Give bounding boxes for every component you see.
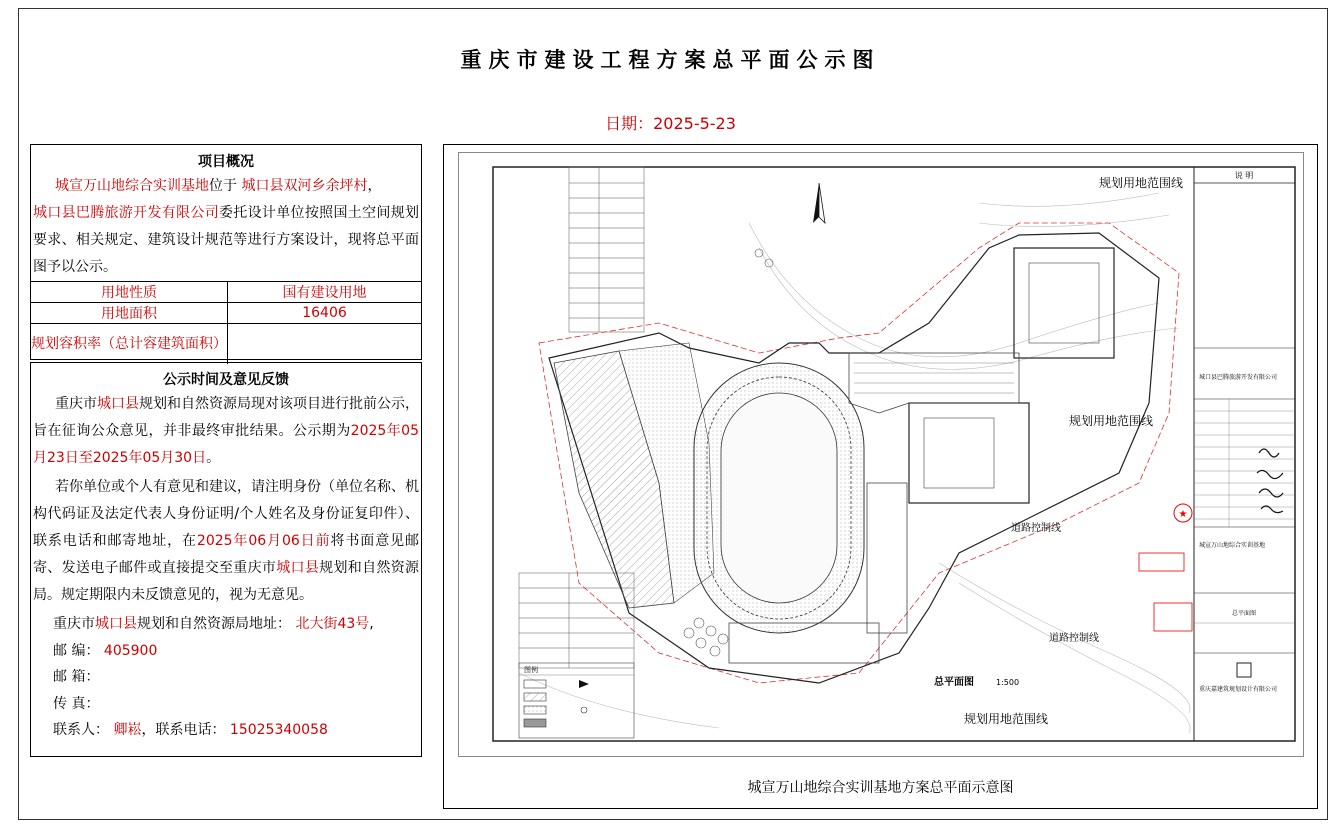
svg-text:★: ★ bbox=[1178, 509, 1188, 520]
fax-label: 传 真： bbox=[53, 695, 100, 712]
designer-logo-icon bbox=[1237, 663, 1251, 677]
legend-box bbox=[519, 663, 634, 738]
fax-line bbox=[31, 691, 421, 718]
notice-heading: 公示时间及意见反馈 bbox=[163, 372, 289, 388]
contact-name: 卿崧 bbox=[113, 722, 142, 738]
project-overview-box bbox=[30, 144, 422, 360]
red-stamp bbox=[1154, 603, 1192, 631]
developer-name: 城口县巴腾旅游开发有限公司 bbox=[33, 205, 219, 221]
publicity-period: 2025年05月23日至2025年05月30日 bbox=[33, 423, 419, 466]
far-label: 规划容积率（总计容建筑面积） bbox=[31, 324, 228, 364]
drawing-scale: 1:500 bbox=[996, 678, 1020, 687]
feedback-deadline: 2025年06月06日前 bbox=[196, 533, 331, 549]
land-use-value: 国有建设用地 bbox=[228, 282, 422, 303]
corridor-lines bbox=[854, 363, 1014, 393]
table-row bbox=[31, 324, 421, 364]
sheet-title: 总平面图 bbox=[1231, 610, 1257, 617]
designer-name: 重庆嘉建筑规划设计有限公司 bbox=[1199, 686, 1278, 693]
project-short-name: 城宣万山地综合实训基地 bbox=[1199, 542, 1266, 549]
client-name: 城口县巴腾旅游开发有限公司 bbox=[1199, 374, 1278, 381]
boundary-label-3: 规划用地范围线 bbox=[964, 712, 1049, 726]
far-value bbox=[228, 324, 422, 364]
legend-title: 图例 bbox=[524, 666, 538, 674]
table-row bbox=[31, 282, 421, 303]
notes-title: 说 明 bbox=[1234, 171, 1254, 180]
signature-table bbox=[1194, 399, 1295, 527]
notice-paragraph-2 bbox=[31, 474, 421, 609]
boundary-label-1: 规划用地范围线 bbox=[1099, 176, 1184, 190]
project-location: 城口县双河乡余坪村 bbox=[241, 178, 368, 194]
road-control-label-1: 道路控制线 bbox=[1011, 523, 1061, 534]
notice-box bbox=[30, 362, 422, 757]
address-line bbox=[31, 611, 421, 638]
postcode-label: 邮 编： bbox=[53, 642, 100, 659]
contact-line bbox=[31, 717, 421, 744]
land-area-value: 16406 bbox=[228, 303, 422, 324]
plan-caption: 城宣万山地综合实训基地方案总平面示意图 bbox=[747, 780, 1014, 796]
county-name: 城口县 bbox=[95, 616, 137, 632]
land-info-table bbox=[31, 281, 421, 364]
project-name: 城宣万山地综合实训基地 bbox=[55, 178, 209, 194]
notice-text: 规划和自然资源局。规定期限内未反馈意见的，视为无意见。 bbox=[33, 560, 420, 603]
address-text: 重庆市 bbox=[53, 616, 95, 632]
boundary-label-2: 规划用地范围线 bbox=[1069, 414, 1154, 428]
land-use-label: 用地性质 bbox=[31, 282, 228, 303]
county-name: 城口县 bbox=[276, 560, 320, 576]
phone-value: 15025340058 bbox=[229, 722, 328, 738]
notice-paragraph-1 bbox=[31, 391, 421, 472]
located-at-text: 位于 bbox=[209, 178, 237, 194]
notice-text: 重庆市 bbox=[55, 396, 97, 412]
overview-body: 委托设计单位按照国土空间规划要求、相关规定、建筑设计规范等进行方案设计，现将总平面图予以公示。 bbox=[33, 205, 419, 275]
address-value: 北大街43号 bbox=[295, 616, 370, 632]
phone-label: ，联系电话： bbox=[141, 722, 226, 738]
grandstand bbox=[867, 483, 907, 633]
road-control-label-2: 道路控制线 bbox=[1049, 633, 1099, 644]
notice-text: 规划和自然资源局现对该项目进行批前公示，旨在征询公众意见，并非最终审批结果。公示期为 bbox=[33, 396, 419, 439]
publish-date bbox=[0, 111, 1341, 134]
land-area-label: 用地面积 bbox=[31, 303, 228, 324]
mailbox-line bbox=[31, 664, 421, 691]
contact-label: 联系人： bbox=[53, 722, 109, 738]
notice-text: 若你单位或个人有意见和建议，请注明身份（单位名称、机构代码证及法定代表人身份证明/个人姓名及身份证复印件）、联系电话和邮寄地址，在 bbox=[33, 479, 419, 549]
mailbox-label: 邮 箱： bbox=[53, 669, 100, 685]
postcode-value: 405900 bbox=[103, 642, 158, 659]
postcode-line bbox=[31, 638, 421, 665]
site-plan-drawing bbox=[458, 152, 1304, 757]
signature-scribbles bbox=[1257, 449, 1283, 513]
overview-heading: 项目概况 bbox=[198, 154, 254, 170]
date-label: 日期： bbox=[605, 114, 654, 133]
table-row bbox=[31, 303, 421, 324]
overview-paragraph: 城宣万山地综合实训基地位于 城口县双河乡余坪村， 城口县巴腾旅游开发有限公司委托设计单位按照国土空间规划要求、相关规定、建筑设计规范等进行方案设计，现将总平面图予以公示。 bbox=[33, 178, 419, 275]
date-value: 2025-5-23 bbox=[653, 114, 736, 133]
site-plan-svg bbox=[459, 153, 1305, 758]
north-arrow-icon bbox=[813, 183, 819, 223]
notice-text: 。 bbox=[206, 450, 221, 466]
address-label: 规划和自然资源局地址： bbox=[137, 616, 291, 632]
county-name: 城口县 bbox=[97, 396, 139, 412]
drawing-name: 总平面图 bbox=[934, 677, 974, 688]
red-stamp bbox=[1139, 553, 1184, 571]
page-title: 重庆市建设工程方案总平面公示图 bbox=[460, 48, 881, 72]
notice-text: 将书面意见邮寄、发送电子邮件或直接提交至重庆市 bbox=[33, 533, 420, 576]
address-text: , bbox=[369, 616, 374, 632]
